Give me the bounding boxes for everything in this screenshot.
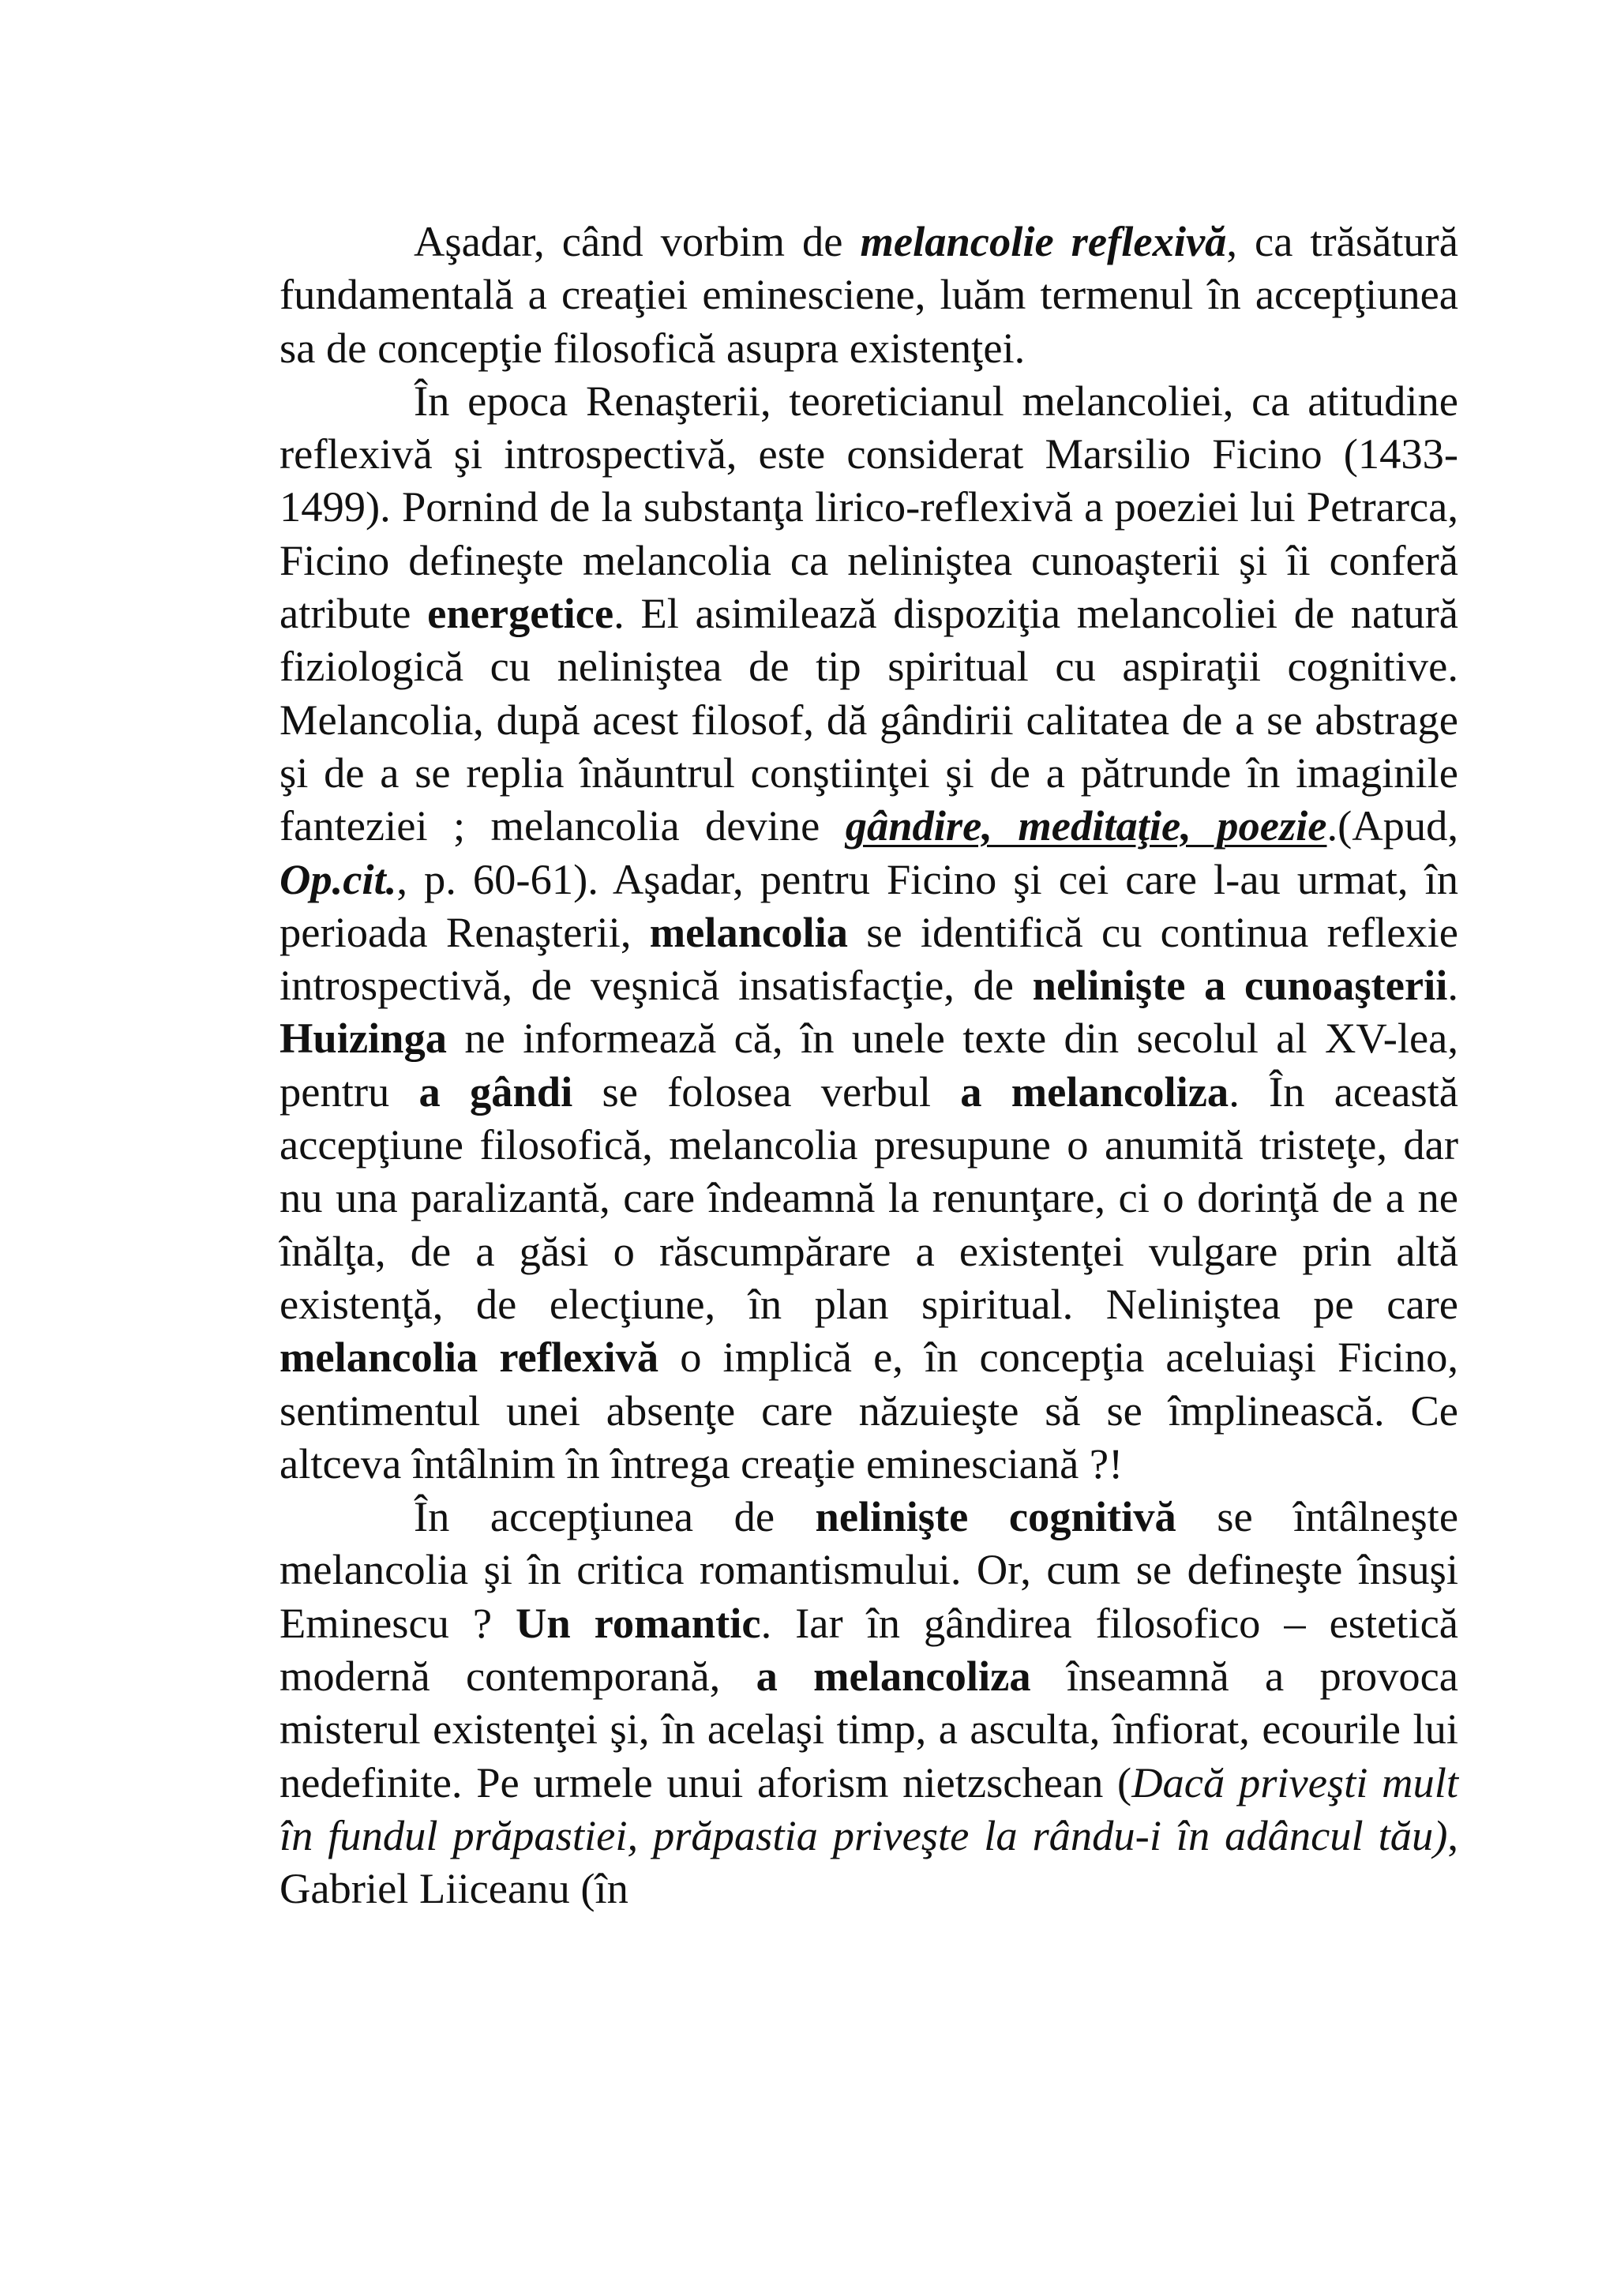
text-run: o implică e, în concepţia aceluiaşi Ficino, sentimentul unei absenţe care năzuieşte să se împlinească. Ce altceva întâlnim în întrega creaţie eminesciană ?! [280, 1333, 1459, 1488]
text-run: înseamnă a provoca misterul existenţei şi, în acelaşi timp, a asculta, înfiorat, ecourile lui nedefinite. Pe urmele unui aforism nietzschean ( [280, 1652, 1458, 1806]
paragraph-2 [280, 374, 1458, 1490]
emphasis-term: nelinişte a cunoaşterii [1032, 961, 1448, 1010]
emphasis-term: melancolia [649, 907, 848, 956]
document-page [280, 215, 1458, 1915]
emphasis-term: melancolie reflexivă [860, 217, 1227, 265]
paragraph-1 [280, 215, 1458, 374]
citation-reference: Op.cit. [280, 854, 397, 903]
text-run: . În această accepţiune filosofică, melancolia presupune o anumită tristeţe, dar nu una paralizantă, care îndeamnă la renunţare, ci o dorinţă de a ne înălţa, de a găsi o răscumpărare a existenţei vulgare prin altă existenţă, de elecţiune, în plan spiritual. Neliniştea pe care [280, 1067, 1458, 1328]
paragraph-3 [280, 1490, 1458, 1915]
emphasis-term: nelinişte cognitivă [815, 1492, 1176, 1541]
emphasis-term: a melancoliza [756, 1652, 1031, 1701]
emphasis-term: energetice [427, 589, 614, 638]
text-run: se folosea verbul [572, 1067, 961, 1116]
emphasis-term: a melancoliza [960, 1067, 1229, 1116]
text-run: , ca trăsătură fundamentală a creaţiei eminesciene, luăm termenul în accepţiunea sa de concepţie filosofică asupra existenţei. [280, 217, 1458, 372]
text-run: . El asimilează dispoziţia melancoliei de natură fiziologică cu neliniştea de tip spiritual cu aspiraţii cognitive. Melancolia, după acest filosof, dă gândirii calitatea de a se abstrage şi de a se replia înăuntrul conştiinţei şi de a pătrunde în imaginile fanteziei ; melancolia devine [280, 589, 1458, 850]
text-run: În accepţiunea de [414, 1492, 816, 1541]
text-run: se identifică cu continua reflexie introspectivă, de veşnică insatisfacţie, de [280, 907, 1458, 1010]
text-run: În epoca Renaşterii, teoreticianul melancoliei, ca atitudine reflexivă şi introspectivă, este considerat Marsilio Ficino (1433-1499). Pornind de la substanţa lirico-reflexivă a poeziei lui Petrarca, Ficino defineşte melancolia ca neliniştea cunoaşterii şi îi conferă atribute [280, 376, 1458, 638]
text-run: . [1447, 961, 1458, 1010]
quoted-aphorism: Dacă priveşti mult în fundul prăpastiei, prăpastia priveşte la rându-i în adâncul tău) [280, 1758, 1458, 1859]
text-run: .(Apud, [1326, 801, 1458, 850]
text-run: , Gabriel Liiceanu (în [280, 1810, 1458, 1913]
text-run: se întâlneşte melancolia şi în critica romantismului. Or, cum se defineşte însuşi Eminescu ? [280, 1492, 1459, 1647]
text-run: Aşadar, când vorbim de [414, 217, 861, 265]
emphasis-term: melancolia reflexivă [280, 1333, 659, 1382]
emphasis-term: gândire, meditaţie, poezie [845, 801, 1327, 850]
emphasis-name: Huizinga [280, 1014, 447, 1063]
emphasis-term: Un romantic [516, 1598, 761, 1647]
text-run: , p. 60-61). Aşadar, pentru Ficino şi cei care l-au urmat, în perioada Renaşterii, [280, 854, 1458, 956]
text-run: ne informează că, în unele texte din secolul al XV-lea, pentru [280, 1014, 1458, 1116]
text-run: . Iar în gândirea filosofico – estetică modernă contemporană, [280, 1598, 1458, 1701]
emphasis-term: a gândi [418, 1067, 573, 1116]
